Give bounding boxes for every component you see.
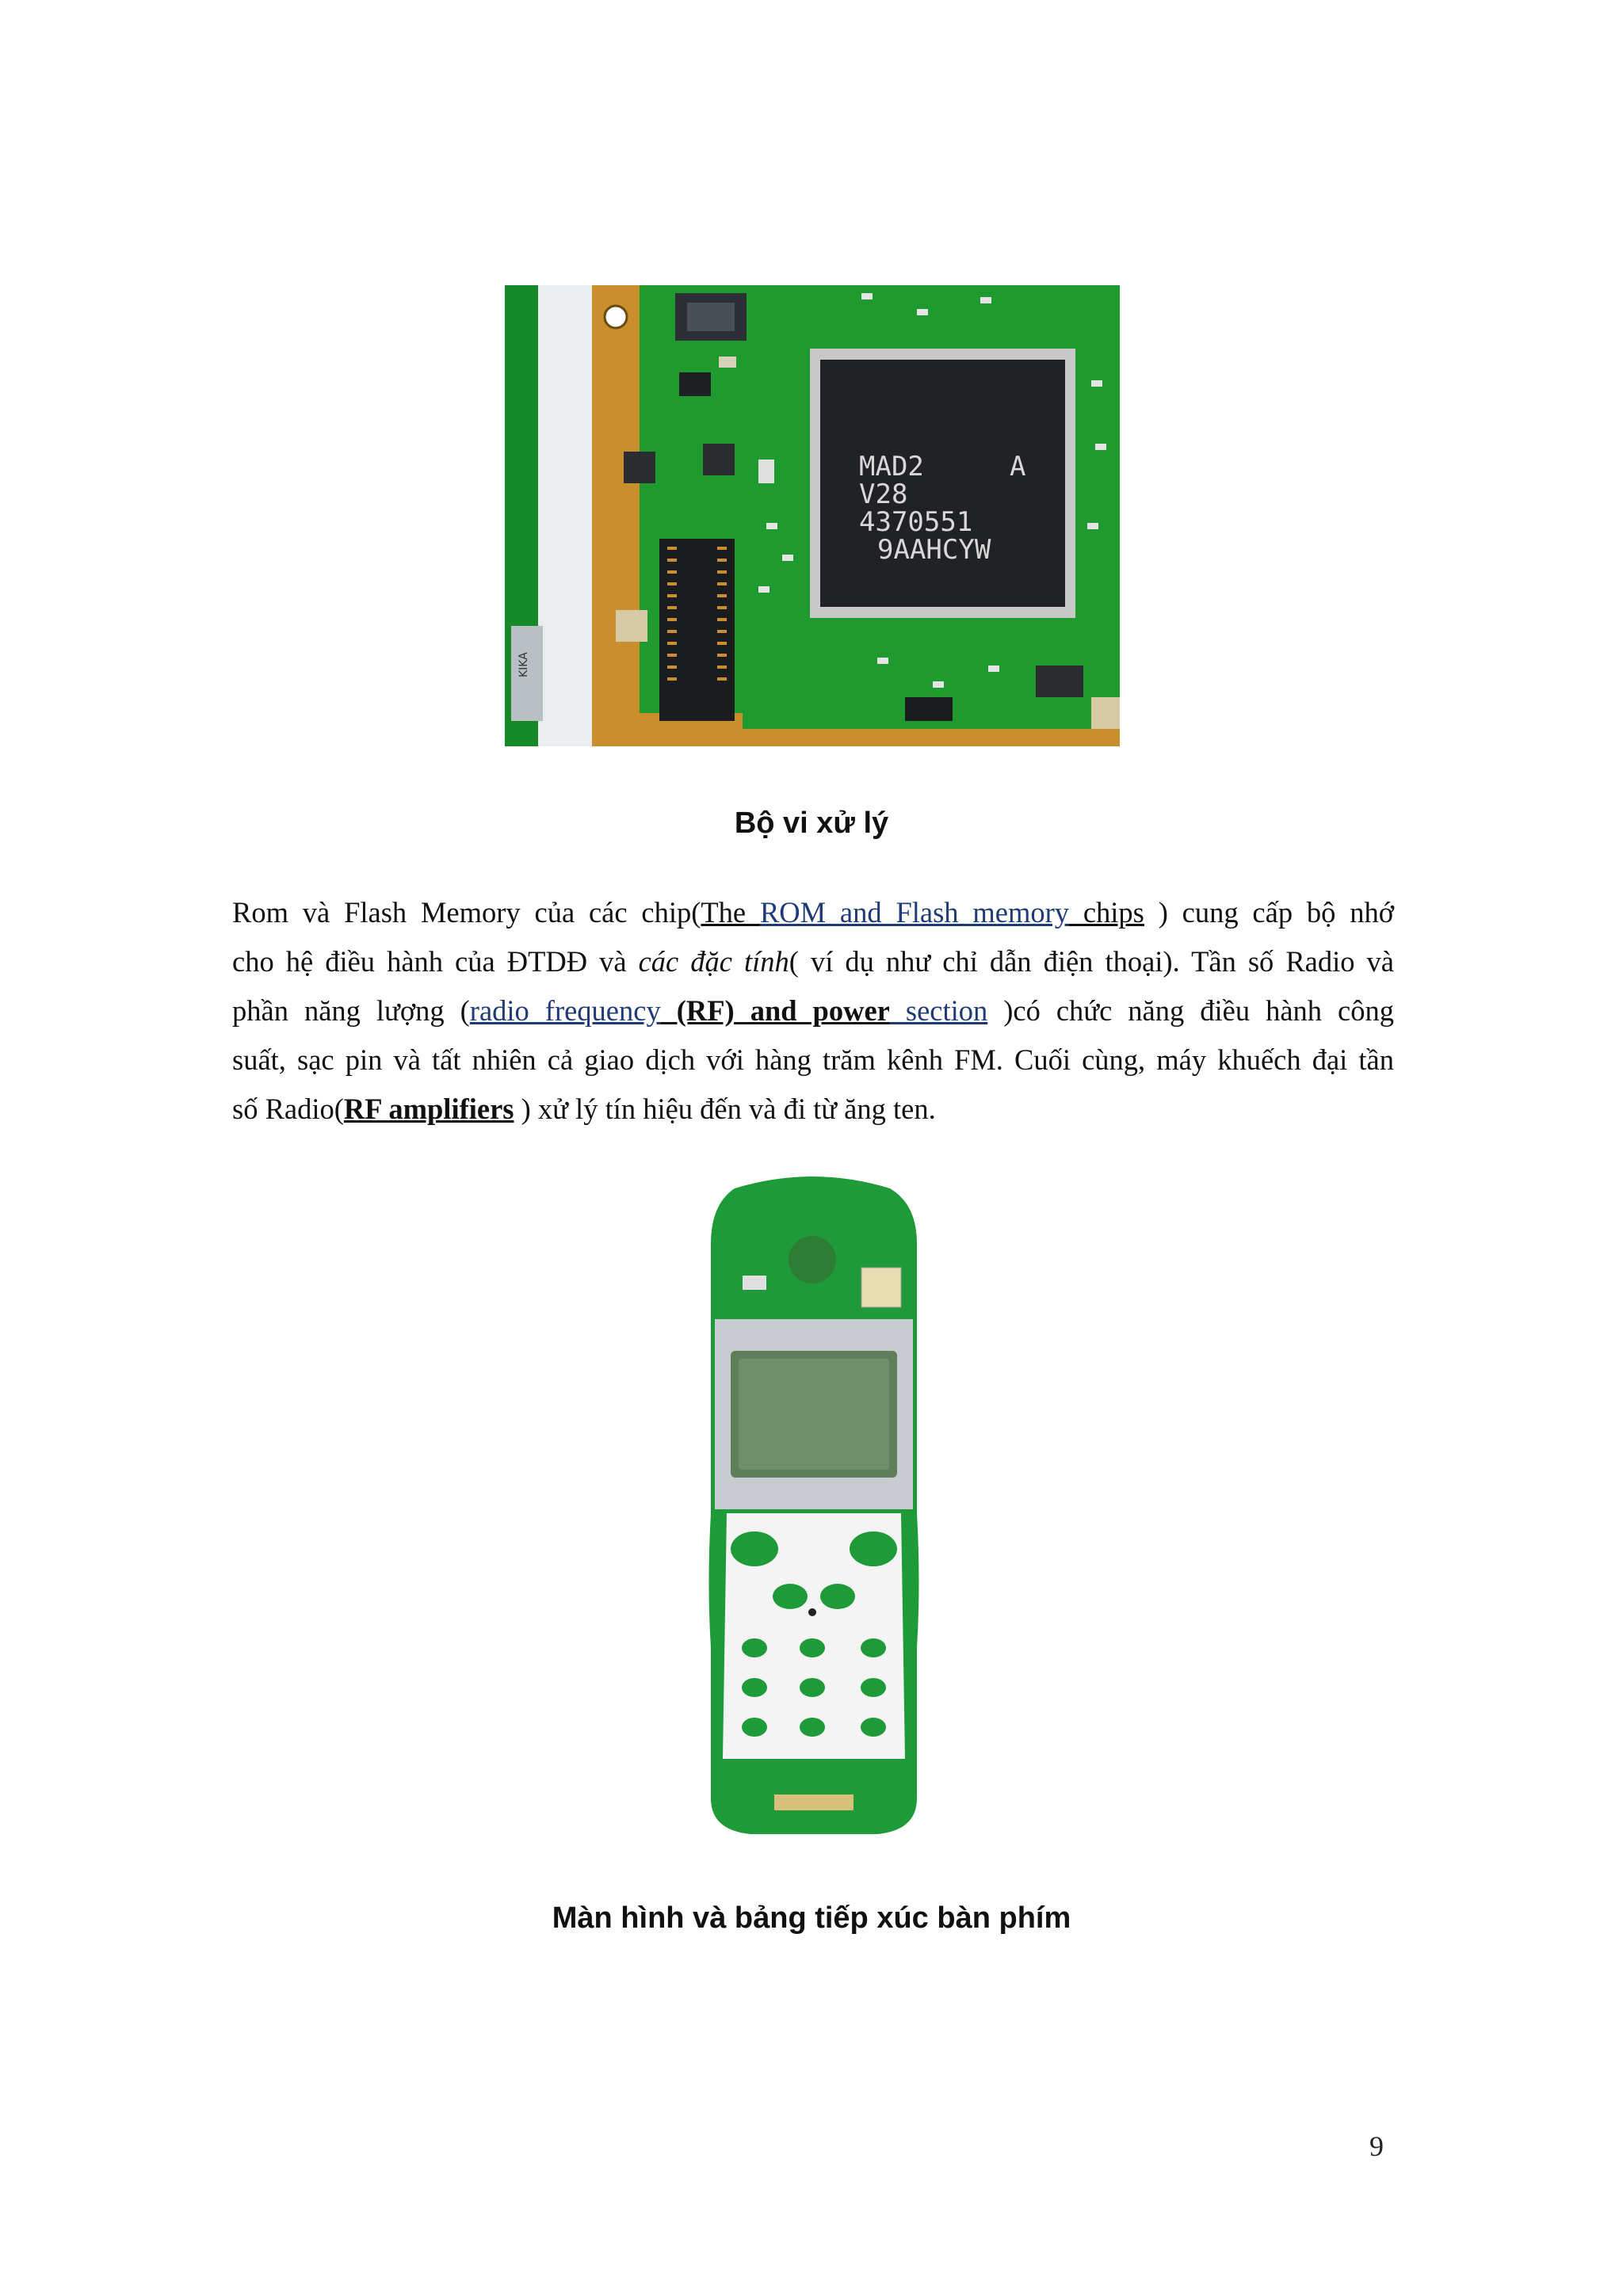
para-line-5 [232, 1085, 1394, 1134]
text-run: ( ví dụ như chỉ dẫn điện thoại). Tần số Radio và [789, 945, 1394, 978]
link-radio-frequency[interactable]: radio frequency [469, 994, 661, 1027]
text-run: số Radio( [232, 1093, 344, 1125]
link-rf-power[interactable]: (RF) and power [660, 994, 890, 1027]
chip-label-3: V28 [859, 479, 908, 510]
para-line-3 [232, 986, 1394, 1035]
text-run: ) cung cấp bộ nhớ [1144, 896, 1395, 929]
keypad-board-photo [679, 1173, 945, 1855]
link-rom-flash[interactable]: ROM and Flash memory [759, 896, 1069, 929]
chip-label-5: 9AAHCYW [877, 534, 991, 566]
link-rf-amplifiers[interactable]: RF amplifiers [343, 1093, 514, 1125]
link-section[interactable]: section [889, 994, 988, 1027]
chip-label-1: MAD2 [859, 451, 924, 482]
text-run: Rom và Flash Memory của các chip( [232, 896, 701, 929]
para-line-2 [232, 937, 1394, 986]
link-the[interactable]: The [701, 896, 760, 929]
caption-processor: Bộ vi xử lý [734, 807, 889, 840]
para-line-4: suất, sạc pin và tất nhiên cả giao dịch với hàng trăm kênh FM. Cuối cùng, máy khuếch đại tần [232, 1043, 1394, 1076]
body-paragraph [232, 888, 1394, 1134]
page-number: 9 [1369, 2130, 1384, 2162]
para-line-1 [232, 888, 1394, 937]
text-run: phần năng lượng ( [232, 994, 470, 1027]
side-label: KIKA [517, 652, 530, 677]
chip-label-2: A [1010, 451, 1026, 482]
caption-keypad: Màn hình và bảng tiếp xúc bàn phím [552, 1901, 1071, 1935]
processor-board-photo [505, 285, 1120, 746]
text-run: ) xử lý tín hiệu đến và đi từ ăng ten. [514, 1093, 936, 1125]
text-run: cho hệ điều hành của ĐTDĐ và [232, 945, 639, 978]
link-chips[interactable]: chips [1069, 896, 1144, 929]
text-run: )có chức năng điều hành công [987, 994, 1395, 1027]
chip-label-4: 4370551 [859, 506, 973, 538]
italic-features: các đặc tính [638, 945, 789, 978]
